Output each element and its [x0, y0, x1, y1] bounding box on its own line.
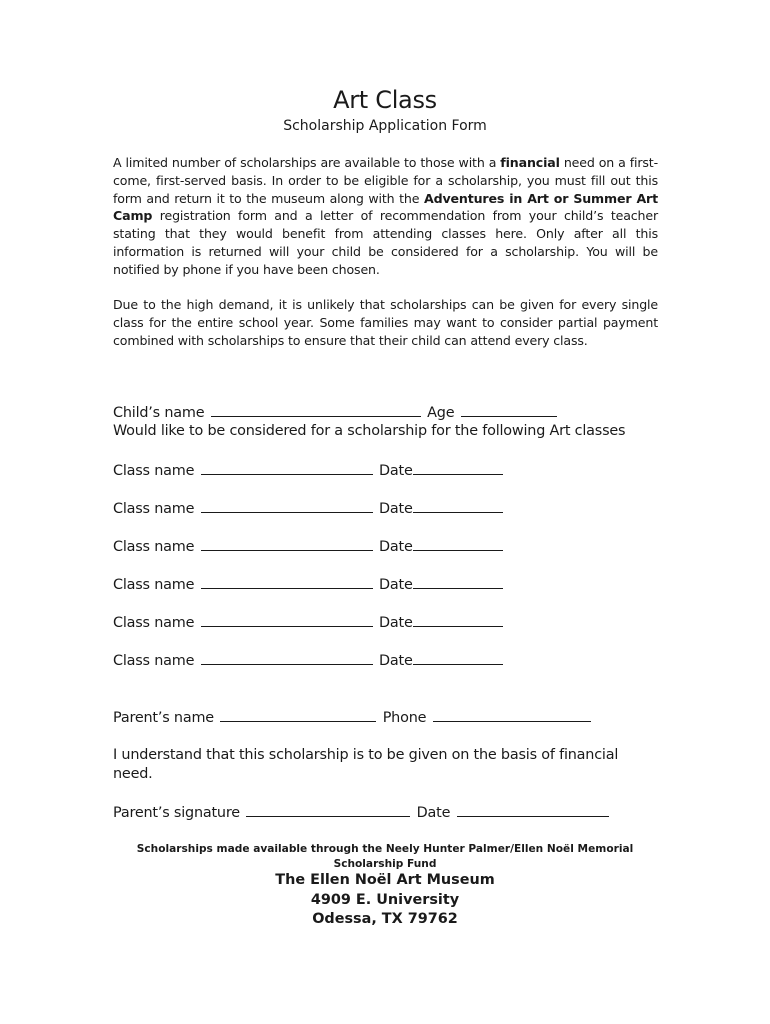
date-label: Date — [379, 615, 413, 631]
page-title: Art Class — [333, 86, 437, 114]
date-label: Date — [379, 501, 413, 517]
intro-bold-financial: financial — [500, 155, 560, 170]
date-field[interactable] — [413, 460, 503, 475]
phone-field[interactable] — [433, 707, 591, 722]
age-field[interactable] — [461, 402, 557, 417]
signature-field[interactable] — [246, 802, 410, 817]
museum-address-line1: 4909 E. University — [310, 892, 460, 908]
date-label: Date — [379, 653, 413, 669]
class-row — [113, 460, 505, 479]
date-field[interactable] — [413, 574, 503, 589]
class-name-field[interactable] — [201, 498, 373, 513]
child-name-field[interactable] — [211, 402, 421, 417]
class-name-field[interactable] — [201, 574, 373, 589]
parent-name-label: Parent’s name — [113, 710, 214, 726]
class-row — [113, 498, 505, 517]
museum-name: The Ellen Noël Art Museum — [275, 872, 495, 888]
understand-statement: I understand that this scholarship is to be given on the basis of financial need. — [113, 747, 619, 782]
intro-text-c: registration form and a letter of recommendation from your child’s teacher stating that they would benefit from attending classes here. Only after all this information is returned will your child be considered for a scholarship. You will be notified by phone if you have been chosen. — [113, 208, 658, 277]
class-name-label: Class name — [113, 615, 195, 631]
class-name-label: Class name — [113, 539, 195, 555]
date-label: Date — [379, 463, 413, 479]
consider-text: Would like to be considered for a scholarship for the following Art classes — [113, 423, 626, 439]
signature-date-label: Date — [416, 805, 451, 821]
class-name-field[interactable] — [201, 460, 373, 475]
class-row — [113, 612, 505, 631]
class-name-field[interactable] — [201, 536, 373, 551]
child-name-label: Child’s name — [113, 405, 205, 421]
signature-row — [113, 802, 611, 821]
class-name-field[interactable] — [201, 650, 373, 665]
intro-bold-programs: Adventures in Art or Summer Art Camp — [113, 190, 658, 224]
class-name-label: Class name — [113, 653, 195, 669]
class-row — [113, 574, 505, 593]
age-label: Age — [427, 405, 455, 421]
museum-address-line2: Odessa, TX 79762 — [312, 911, 458, 927]
signature-label: Parent’s signature — [113, 805, 240, 821]
date-label: Date — [379, 539, 413, 555]
class-name-label: Class name — [113, 463, 195, 479]
class-name-label: Class name — [113, 501, 195, 517]
child-info-row — [113, 402, 559, 421]
signature-date-field[interactable] — [457, 802, 609, 817]
phone-label: Phone — [382, 710, 427, 726]
date-label: Date — [379, 577, 413, 593]
parent-name-field[interactable] — [220, 707, 376, 722]
demand-paragraph: Due to the high demand, it is unlikely that scholarships can be given for every single class for the entire school year. Some families may want to consider partial payment combined with scholarships to ensure that their child can attend every class. — [113, 297, 658, 348]
date-field[interactable] — [413, 498, 503, 513]
intro-paragraph — [113, 154, 658, 279]
scholarship-fund-note: Scholarships made available through the Neely Hunter Palmer/Ellen Noël Memorial Scholarship Fund — [136, 843, 634, 870]
class-name-field[interactable] — [201, 612, 373, 627]
date-field[interactable] — [413, 612, 503, 627]
page-subtitle: Scholarship Application Form — [283, 118, 487, 134]
parent-info-row — [113, 707, 593, 726]
date-field[interactable] — [413, 650, 503, 665]
class-name-label: Class name — [113, 577, 195, 593]
intro-text-b: need on a first-come, first-served basis. In order to be eligible for a scholarship, you must fill out this form and return it to the museum along with the — [113, 155, 658, 206]
class-row — [113, 650, 505, 669]
date-field[interactable] — [413, 536, 503, 551]
intro-text-a: A limited number of scholarships are available to those with a — [113, 155, 501, 170]
class-row — [113, 536, 505, 555]
